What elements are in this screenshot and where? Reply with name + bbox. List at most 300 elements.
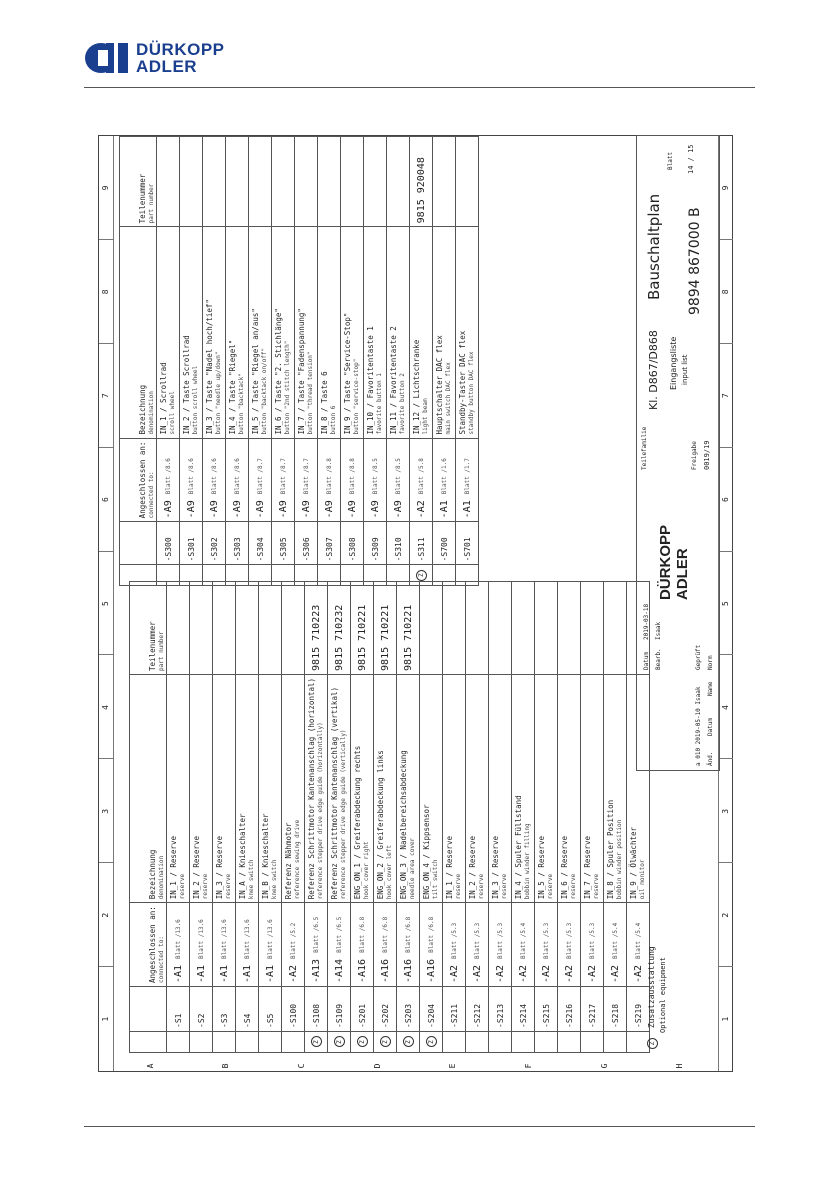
optional-marker-cell <box>180 565 203 586</box>
description-en: reserve <box>501 873 508 900</box>
part-number: 9815 920048 <box>410 137 433 227</box>
freigabe-label: Freigabe <box>691 441 698 470</box>
sheet-ref-text: Blatt /8.8 <box>349 458 356 495</box>
description-en: button "backtack on/off" <box>261 347 268 435</box>
description-en: scroll wheel <box>169 391 176 435</box>
description-de: ENG_ON_3 / Nadelbereichsabdeckung <box>399 750 408 900</box>
table-row <box>397 581 420 1052</box>
description-de: IN_4 / Taste "Riegel" <box>228 339 237 435</box>
table-row <box>341 137 364 586</box>
optional-symbol-icon: Z <box>380 1037 391 1048</box>
connection-cell <box>581 903 604 987</box>
row-letter: C <box>297 1063 307 1069</box>
part-number <box>604 581 627 674</box>
legend-en: Optional equipment <box>659 957 667 1033</box>
description-en: reference stepper drive edge guide (vertically) <box>340 729 347 900</box>
header-part: Teilenummer <box>148 621 157 671</box>
description-cell <box>410 227 433 438</box>
device-id: -S300 <box>157 522 180 565</box>
description-cell <box>456 227 479 438</box>
part-number <box>167 581 190 674</box>
optional-marker-cell <box>410 565 433 586</box>
table-row <box>433 137 456 586</box>
switch-table-left <box>129 581 650 1053</box>
sheet-ref-text: Blatt /8.7 <box>257 458 264 495</box>
device-id: -S308 <box>341 522 364 565</box>
description-cell <box>433 227 456 438</box>
sheet-reference <box>290 923 297 959</box>
sheet-ref-text: Blatt /5.3 <box>474 922 481 959</box>
optional-symbol-icon: Z <box>426 1037 437 1048</box>
header-part-en: part number <box>148 183 155 224</box>
sheet-reference <box>234 458 241 494</box>
sheet-reference <box>372 458 379 494</box>
description-de: ENG_ON_1 / Greiferabdeckung rechts <box>353 745 362 900</box>
device-id: -S307 <box>318 522 341 565</box>
header-desc-en: denomination <box>148 391 155 435</box>
sheet-ref-text: Blatt /6.5 <box>336 916 343 953</box>
optional-symbol-icon: Z <box>647 1038 658 1049</box>
description-de: IN_2 / Reserve <box>192 836 201 900</box>
optional-marker-cell <box>456 565 479 586</box>
sheet-ref-text: Blatt /5.8 <box>418 458 425 495</box>
sheet-ref-text: Blatt /6.8 <box>359 916 366 953</box>
optional-marker-cell <box>420 1032 443 1053</box>
datum-label: Datum <box>643 651 650 670</box>
sheet-reference <box>589 923 596 959</box>
sheet-reference <box>635 923 642 959</box>
optional-marker-cell <box>364 565 387 586</box>
title-block <box>636 135 720 771</box>
sheet-reference <box>211 458 218 494</box>
connected-device: -A1 <box>241 964 253 983</box>
aend-name: Name <box>707 681 714 696</box>
device-id: -S213 <box>489 987 512 1032</box>
sheet-ref-text: Blatt /8.6 <box>165 458 172 495</box>
blatt-label: Blatt <box>667 151 674 170</box>
description-cell <box>341 227 364 438</box>
description-en: reserve <box>179 873 186 900</box>
part-number <box>433 137 456 227</box>
part-number <box>558 581 581 674</box>
description-de: IN_3 / Reserve <box>491 836 500 900</box>
part-number <box>466 581 489 674</box>
description-de: ENG_ON_4 / Kippsensor <box>422 804 431 900</box>
sheet-ref-text: Blatt /5.3 <box>566 922 573 959</box>
part-number: 9815 710223 <box>305 581 328 674</box>
device-id: -S2 <box>190 987 213 1032</box>
table-row <box>282 581 305 1052</box>
description-en: light beam <box>422 398 429 435</box>
description-en: button 6 <box>330 405 337 435</box>
connection-cell <box>213 903 236 987</box>
description-cell <box>374 674 397 902</box>
device-id: -S305 <box>272 522 295 565</box>
sheet-ref-text: Blatt /8.5 <box>395 458 402 495</box>
description-cell <box>604 674 627 902</box>
device-id: -S109 <box>328 987 351 1032</box>
optional-equipment-legend <box>647 946 667 1049</box>
sheet-ref-text: Blatt /5.4 <box>635 922 642 959</box>
connected-device: -A2 <box>494 964 506 983</box>
optional-marker-cell <box>351 1032 374 1053</box>
sheet-reference <box>566 923 573 959</box>
sheet-ref-text: Blatt /8.6 <box>188 458 195 495</box>
part-number <box>180 137 203 227</box>
brand-line2: ADLER <box>136 57 198 76</box>
connection-cell <box>604 903 627 987</box>
sheet-ref-text: Blatt /8.8 <box>326 458 333 495</box>
device-id: -S203 <box>397 987 420 1032</box>
connected-device: -A1 <box>195 964 207 983</box>
connected-device: -A2 <box>517 964 529 983</box>
description-en: reserve <box>570 873 577 900</box>
description-en: favorite button 2 <box>399 373 406 435</box>
part-number <box>226 137 249 227</box>
optional-marker-cell <box>213 1032 236 1053</box>
description-cell <box>535 674 558 902</box>
header-desc-en: denomination <box>158 855 165 900</box>
part-number: 9815 710232 <box>328 581 351 674</box>
device-id: -S311 <box>410 522 433 565</box>
optional-symbol-icon: Z <box>403 1037 414 1048</box>
connection-cell <box>236 903 259 987</box>
description-en: reserve <box>547 873 554 900</box>
description-de: IN_2 / Taste Scrollrad <box>182 335 191 435</box>
connected-device: -A16 <box>402 958 414 983</box>
connected-device: -A9 <box>346 500 358 519</box>
description-cell <box>236 674 259 902</box>
device-id: -S304 <box>249 522 272 565</box>
sheet-reference <box>349 458 356 494</box>
sheet-reference <box>165 458 172 494</box>
sheet-ref-text: Blatt /5.3 <box>451 922 458 959</box>
description-en: button "2nd stitch length" <box>284 340 291 435</box>
column-number: 2 <box>99 862 113 967</box>
column-number: 1 <box>99 966 113 1071</box>
aend-label: Änd. <box>707 751 714 766</box>
connection-cell <box>249 438 272 522</box>
sheet-reference <box>405 917 412 953</box>
connected-device: -A9 <box>231 500 243 519</box>
sheet-ref-text: Blatt /6.8 <box>382 916 389 953</box>
device-id: -S3 <box>213 987 236 1032</box>
sheet-ref-text: Blatt /8.5 <box>372 458 379 495</box>
description-de: IN_7 / Reserve <box>583 836 592 900</box>
header-part-en: part number <box>158 631 165 671</box>
sheet-ref-text: Blatt /13.6 <box>244 919 251 959</box>
sheet-reference <box>257 458 264 494</box>
connection-cell <box>374 903 397 987</box>
description-cell <box>180 227 203 438</box>
connection-cell <box>351 903 374 987</box>
part-number <box>443 581 466 674</box>
sheet-ref-text: Blatt /13.6 <box>198 919 205 959</box>
optional-marker-cell <box>433 565 456 586</box>
description-de: IN_3 / Reserve <box>215 836 224 900</box>
table-row <box>364 137 387 586</box>
description-en: button "service-stop" <box>353 358 360 435</box>
sheet-reference <box>418 458 425 494</box>
table-row <box>489 581 512 1052</box>
table-row <box>410 137 433 586</box>
description-en: button "thread tension" <box>307 351 314 435</box>
sheet-reference <box>612 923 619 959</box>
sheet-reference <box>359 917 366 953</box>
description-de: IN_9 / Ölwächter <box>629 826 638 900</box>
description-de: Referenz Schrittmotor Kantenanschlag (vertikal) <box>330 687 339 900</box>
connected-device: -A9 <box>254 500 266 519</box>
device-id: -S700 <box>433 522 456 565</box>
device-id: -S309 <box>364 522 387 565</box>
optional-marker-cell <box>236 1032 259 1053</box>
header-conn: Angeschlossen an: <box>148 906 157 983</box>
optional-marker-cell <box>604 1032 627 1053</box>
sheet-ref-text: Blatt /6.8 <box>428 916 435 953</box>
connection-cell <box>282 903 305 987</box>
column-number: 6 <box>719 447 733 552</box>
description-cell <box>190 674 213 902</box>
description-cell <box>259 674 282 902</box>
description-cell <box>489 674 512 902</box>
row-letter: B <box>221 1063 231 1069</box>
duerkopp-adler-logo <box>84 41 254 76</box>
header-desc: Bezeichnung <box>138 384 147 435</box>
description-de: IN_10 / Favoritentaste 1 <box>366 326 375 435</box>
connected-device: -A2 <box>586 964 598 983</box>
sheet-ref-text: Blatt /5.2 <box>290 922 297 959</box>
description-cell <box>226 227 249 438</box>
part-number <box>420 581 443 674</box>
machine-class: Kl. D867/D868 <box>647 330 660 410</box>
device-id: -S211 <box>443 987 466 1032</box>
aend-datum: Datum <box>707 717 714 736</box>
description-en: knee switch <box>248 859 255 900</box>
description-cell <box>420 674 443 902</box>
table-row <box>213 581 236 1052</box>
sheet-reference <box>474 923 481 959</box>
part-number <box>203 137 226 227</box>
description-en: button "backtack" <box>238 373 245 435</box>
connection-cell <box>410 438 433 522</box>
table-row <box>466 581 489 1052</box>
part-number <box>318 137 341 227</box>
device-id: -S214 <box>512 987 535 1032</box>
description-de: IN_5 / Taste "Riegel an/aus" <box>251 308 260 435</box>
optional-marker-cell <box>535 1032 558 1053</box>
optional-marker-cell <box>167 1032 190 1053</box>
device-id: -S4 <box>236 987 259 1032</box>
device-id: -S201 <box>351 987 374 1032</box>
device-id: -S212 <box>466 987 489 1032</box>
description-cell <box>167 674 190 902</box>
optional-marker-cell <box>226 565 249 586</box>
connection-cell <box>466 903 489 987</box>
description-de: ENG_ON_2 / Greiferabdeckung links <box>376 750 385 900</box>
device-id: -S301 <box>180 522 203 565</box>
table-row <box>318 137 341 586</box>
part-number <box>512 581 535 674</box>
connected-device: -A16 <box>356 958 368 983</box>
device-id: -S108 <box>305 987 328 1032</box>
sheet-reference <box>428 917 435 953</box>
connected-device: -A1 <box>461 500 473 519</box>
connected-device: -A9 <box>208 500 220 519</box>
connection-cell <box>203 438 226 522</box>
connected-device: -A9 <box>162 500 174 519</box>
description-de: IN_1 / Reserve <box>445 836 454 900</box>
device-id: -S701 <box>456 522 479 565</box>
column-number: 5 <box>719 551 733 656</box>
connection-cell <box>397 903 420 987</box>
description-cell <box>581 674 604 902</box>
description-de: IN_4 / Spuler Füllstand <box>514 795 523 900</box>
part-number <box>213 581 236 674</box>
rev-row: a 010 2019-05-10 Isaak <box>695 686 702 766</box>
device-id: -S306 <box>295 522 318 565</box>
device-id: -S219 <box>627 987 650 1032</box>
optional-marker-cell <box>397 1032 420 1053</box>
optional-marker-cell <box>387 565 410 586</box>
description-cell <box>558 674 581 902</box>
connection-cell <box>318 438 341 522</box>
column-number: 8 <box>99 239 113 344</box>
table-row <box>236 581 259 1052</box>
optional-marker-cell <box>512 1032 535 1053</box>
connected-device: -A14 <box>333 958 345 983</box>
device-id: -S1 <box>167 987 190 1032</box>
device-id: -S216 <box>558 987 581 1032</box>
description-de: Referenz Nähmotor <box>284 822 293 900</box>
column-number: 9 <box>101 185 110 191</box>
connected-device: -A1 <box>264 964 276 983</box>
norm-label: Norm <box>707 655 714 670</box>
header-desc: Bezeichnung <box>148 849 157 900</box>
column-number: 3 <box>719 758 733 863</box>
sheet-ref-text: Blatt /5.4 <box>520 922 527 959</box>
part-number: 9815 710221 <box>351 581 374 674</box>
gepr-label: Geprüft <box>695 644 702 670</box>
column-ruler-top <box>99 136 114 1071</box>
table-row <box>203 137 226 586</box>
table-row <box>190 581 213 1052</box>
legend-de: Zusatzausstattung <box>647 946 656 1029</box>
description-en: reserve <box>455 873 462 900</box>
sheet-reference <box>336 917 343 953</box>
sheet-reference <box>543 923 550 959</box>
header-conn-en: connected to: <box>158 936 165 983</box>
column-number: 1 <box>719 966 733 1071</box>
device-id: -S310 <box>387 522 410 565</box>
connected-device: -A9 <box>392 500 404 519</box>
optional-marker-cell <box>341 565 364 586</box>
description-en: reserve <box>225 873 232 900</box>
description-cell <box>249 227 272 438</box>
connection-cell <box>259 903 282 987</box>
optional-marker-cell <box>157 565 180 586</box>
description-en: reference stepper drive edge guide (horizontally) <box>317 722 324 900</box>
description-de: IN_1 / Scrollrad <box>159 362 168 435</box>
bearb-value: Isaak <box>655 621 662 640</box>
connected-device: -A9 <box>323 500 335 519</box>
column-ruler-bottom <box>718 136 733 1071</box>
connection-cell <box>328 903 351 987</box>
sheet-reference <box>303 458 310 494</box>
column-number: 4 <box>719 654 733 759</box>
device-id: -S204 <box>420 987 443 1032</box>
table-row <box>351 581 374 1052</box>
description-de: Hauptschalter DAC flex <box>435 335 444 435</box>
optional-symbol-icon: Z <box>334 1037 345 1048</box>
row-letter: E <box>448 1063 458 1069</box>
description-de: IN_12 / Lichtschranke <box>412 339 421 435</box>
sheet-reference <box>244 919 251 959</box>
connection-cell <box>456 438 479 522</box>
connection-cell <box>272 438 295 522</box>
sheet-ref-text: Blatt /1.6 <box>441 458 448 495</box>
connection-cell <box>387 438 410 522</box>
sheet-reference <box>464 458 471 494</box>
part-number <box>259 581 282 674</box>
description-en: tilt switch <box>432 859 439 900</box>
table-row <box>604 581 627 1052</box>
device-id: -S302 <box>203 522 226 565</box>
table-row <box>374 581 397 1052</box>
table-row <box>328 581 351 1052</box>
footer-rule <box>84 1126 755 1127</box>
table-row <box>272 137 295 586</box>
sheet-reference <box>382 917 389 953</box>
sheet-reference <box>326 458 333 494</box>
column-number: 7 <box>719 343 733 448</box>
description-en: reserve <box>202 873 209 900</box>
table-row <box>167 581 190 1052</box>
description-de: IN_11 / Favoritentaste 2 <box>389 326 398 435</box>
sheet-ref-text: Blatt /5.3 <box>589 922 596 959</box>
sheet-ref-text: Blatt /5.3 <box>497 922 504 959</box>
part-number <box>387 137 410 227</box>
description-en: favorite button 1 <box>376 373 383 435</box>
connected-device: -A2 <box>540 964 552 983</box>
connected-device: -A1 <box>218 964 230 983</box>
tb-brand-line2: ADLER <box>674 548 691 600</box>
column-number: 7 <box>99 343 113 448</box>
sheet-reference <box>497 923 504 959</box>
document-number: 9894 867000 B <box>687 207 703 315</box>
connection-cell <box>558 903 581 987</box>
connection-cell <box>443 903 466 987</box>
blatt-value: 14 / 15 <box>687 144 695 174</box>
device-id: -S303 <box>226 522 249 565</box>
connection-cell <box>167 903 190 987</box>
description-cell <box>305 674 328 902</box>
part-number <box>581 581 604 674</box>
column-number: 6 <box>99 447 113 552</box>
schematic-sheet <box>98 135 733 1072</box>
sheet-ref-text: Blatt /6.5 <box>313 916 320 953</box>
part-number <box>249 137 272 227</box>
sheet-reference <box>280 458 287 494</box>
description-en: needle area cover <box>409 837 416 900</box>
description-de: IN_6 / Taste "2. Stichlänge" <box>274 308 283 435</box>
table-row <box>558 581 581 1052</box>
optional-marker-cell <box>466 1032 489 1053</box>
optional-marker-cell <box>328 1032 351 1053</box>
device-id: -S5 <box>259 987 282 1032</box>
optional-symbol-icon: Z <box>311 1037 322 1048</box>
description-de: IN_7 / Taste "Fadenspannung" <box>297 308 306 435</box>
optional-marker-cell <box>282 1032 305 1053</box>
